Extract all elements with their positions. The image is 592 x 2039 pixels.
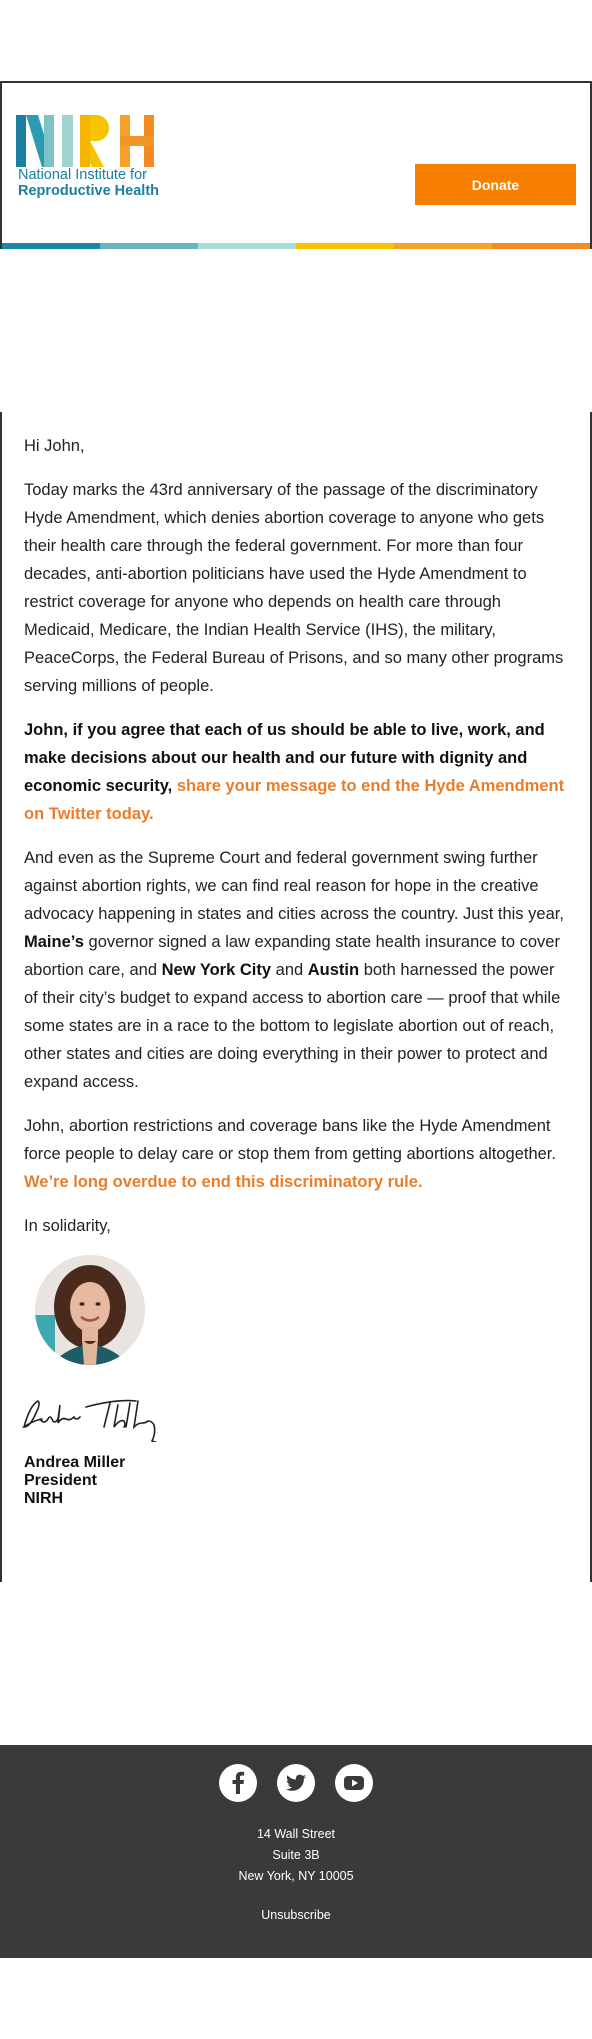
maine-text: Maine’s — [24, 933, 84, 951]
paragraph-hope — [24, 844, 572, 1096]
signature-block — [24, 1454, 125, 1508]
hope-text-b: governor signed a law expanding state health insurance to cover abortion care, and — [24, 933, 560, 979]
austin-text: Austin — [307, 961, 360, 979]
portrait-photo — [35, 1255, 145, 1365]
stripe-segment — [100, 243, 198, 249]
greeting: Hi John, — [24, 437, 85, 455]
email-body — [0, 412, 592, 1582]
stripe-segment — [296, 243, 394, 249]
nirh-logo-mark — [16, 113, 166, 169]
and-text: and — [275, 961, 304, 979]
closing: In solidarity, — [24, 1217, 111, 1235]
social-links — [0, 1764, 592, 1802]
logo-line-2: Reproductive Health — [18, 183, 159, 199]
logo-line-1: National Institute for — [18, 167, 147, 183]
facebook-icon[interactable] — [219, 1764, 257, 1802]
stripe-segment — [492, 243, 590, 249]
signer-org: NIRH — [24, 1490, 64, 1507]
color-stripe — [2, 243, 590, 249]
nyc-text: New York City — [161, 961, 272, 979]
cta-bold-text: John, if you agree that each of us should be able to live, work, and make decisions about our health and our future with dignity and economic security, — [24, 721, 545, 795]
paragraph-intro: Today marks the 43rd anniversary of the passage of the discriminatory Hyde Amendment, which denies abortion coverage to anyone who gets their health care through the federal government. For more than four decades, anti-abortion politicians have used the Hyde Amendment to restrict coverage for anyone who depends on health care through Medicaid, Medicare, the Indian Health Service (IHS), the military, PeaceCorps, the Federal Bureau of Prisons, and so many other programs serving millions of people. — [24, 481, 564, 695]
address-line-3: New York, NY 10005 — [238, 1869, 354, 1883]
avatar — [35, 1255, 145, 1365]
stripe-segment — [198, 243, 296, 249]
stripe-segment — [2, 243, 100, 249]
email-header — [0, 81, 592, 249]
paragraph-call-to-action — [24, 716, 572, 828]
email-footer — [0, 1745, 592, 1958]
twitter-icon[interactable] — [277, 1764, 315, 1802]
stripe-segment — [394, 243, 492, 249]
hope-text-a: And even as the Supreme Court and federal government swing further against abortion rights, we can find real reason for hope in the creative advocacy happening in states and cities across the country. Just this year, — [24, 849, 564, 923]
share-twitter-link[interactable]: share your message to end the Hyde Amendment on Twitter today. — [24, 777, 565, 823]
donate-button[interactable]: Donate — [415, 164, 576, 205]
signature-image — [22, 1397, 202, 1442]
paragraph-restrictions — [24, 1112, 572, 1196]
signer-title: President — [24, 1472, 97, 1489]
logo-subtitle — [18, 167, 159, 199]
address-line-2: Suite 3B — [272, 1848, 320, 1862]
hope-text-c: both harnessed the power of their city’s budget to expand access to abortion care — proof that while some states are in a race to the bottom to legislate abortion out of reach, other states and cities are doing everything in their power to protect and expand access. — [24, 961, 561, 1091]
overdue-link[interactable]: We’re long overdue to end this discriminatory rule. — [24, 1173, 423, 1191]
email-content — [24, 432, 572, 1256]
handwritten-signature — [22, 1397, 202, 1442]
unsubscribe-link[interactable]: Unsubscribe — [261, 1908, 331, 1922]
restrictions-text: John, abortion restrictions and coverage bans like the Hyde Amendment force people to delay care or stop them from getting abortions altogether. — [24, 1117, 556, 1163]
signer-name: Andrea Miller — [24, 1454, 126, 1471]
address-line-1: 14 Wall Street — [256, 1827, 336, 1841]
nirh-logo[interactable] — [16, 113, 176, 209]
mailing-address — [0, 1824, 592, 1887]
youtube-icon[interactable] — [335, 1764, 373, 1802]
